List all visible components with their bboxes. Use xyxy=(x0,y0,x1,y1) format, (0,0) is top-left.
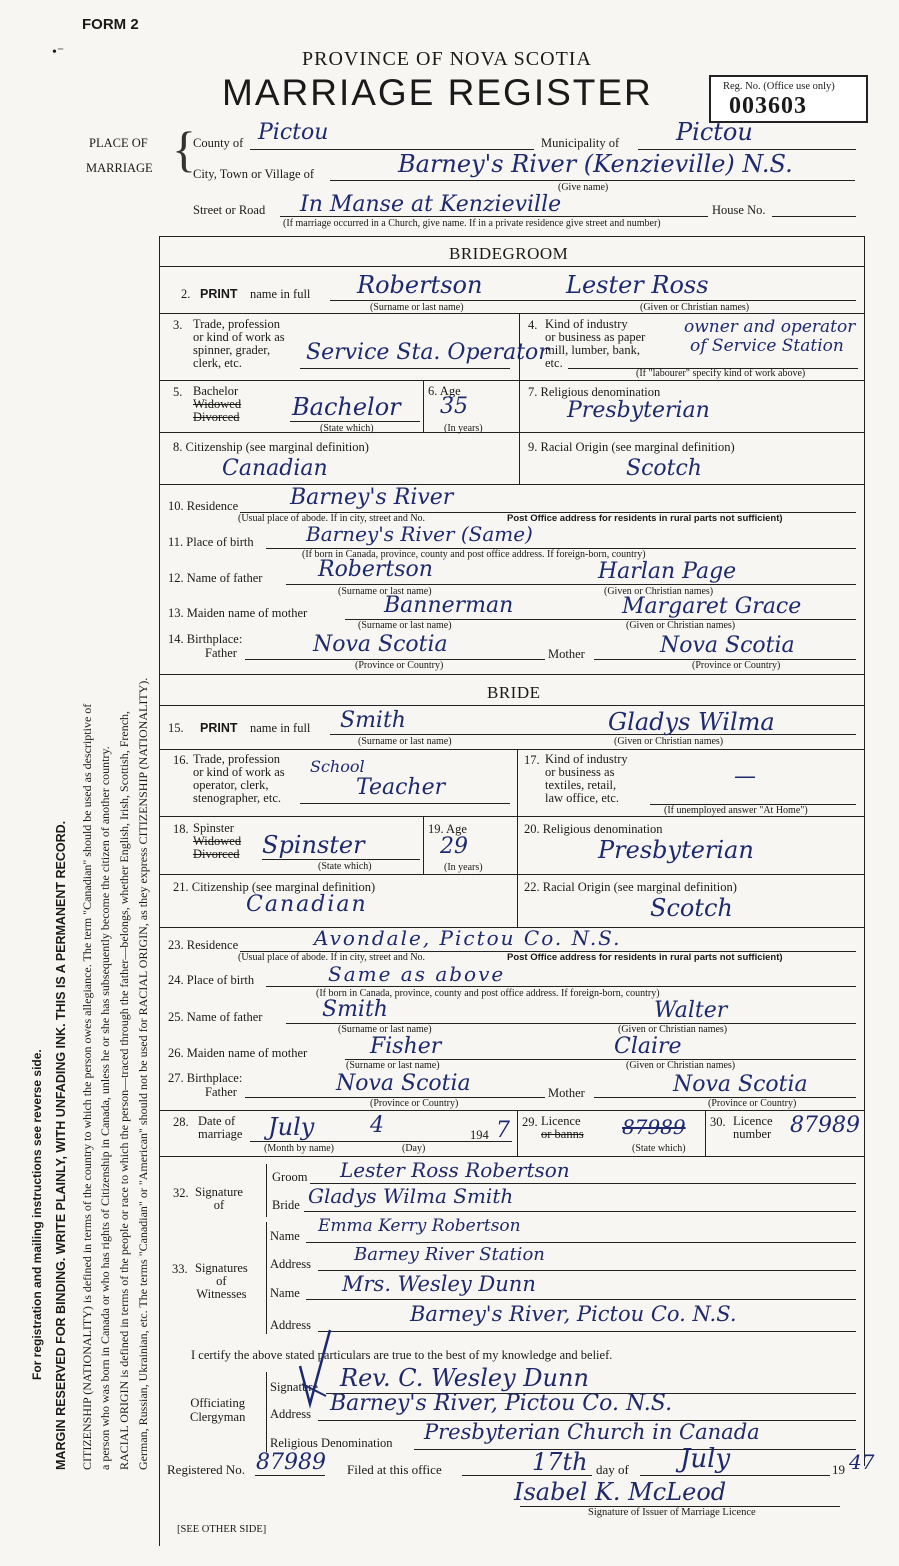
bride-mother-given: Claire xyxy=(614,1034,682,1059)
bride-religion: Presbyterian xyxy=(598,836,754,864)
brace: { xyxy=(172,121,196,177)
f5-label xyxy=(193,385,241,424)
f2-print-label: PRINT xyxy=(200,287,238,301)
f5-divorced: Divorced xyxy=(193,410,240,424)
margin-racial-def-2: German, Russian, Ukrainian, etc. The terms "Canadian" or "American" should not be used for RACIAL ORIGIN, as they express CITIZENSHIP (NATIONALITY). xyxy=(136,677,150,1470)
give-name-caption: (Give name) xyxy=(558,182,609,193)
f17-label xyxy=(545,753,628,805)
witness1-address: Barney River Station xyxy=(354,1244,545,1265)
clergy-denom-line xyxy=(414,1448,856,1450)
groom-name-line xyxy=(330,299,856,301)
f16-line4: stenographer, etc. xyxy=(193,791,282,805)
f7-label: 7. Religious denomination xyxy=(528,385,661,399)
rule xyxy=(266,1222,267,1334)
groom-father-surname: Robertson xyxy=(318,557,433,582)
f16-num: 16. xyxy=(173,753,189,767)
place-of-label: PLACE OF xyxy=(89,136,148,150)
f14-father-label: Father xyxy=(205,646,237,660)
f3-line4: clerk, etc. xyxy=(193,356,242,370)
f5-num: 5. xyxy=(173,385,183,399)
f4-line1: Kind of industry xyxy=(545,317,628,331)
f12-label: 12. Name of father xyxy=(168,571,263,585)
bride-citizenship: Canadian xyxy=(246,892,368,917)
day-of-label: day of xyxy=(596,1462,629,1477)
f29-label xyxy=(541,1115,584,1141)
f23-label: 23. Residence xyxy=(168,938,239,952)
rule xyxy=(517,816,518,874)
binding-margin xyxy=(0,0,160,1566)
marriage-day: 4 xyxy=(370,1113,384,1138)
bride-birth-caption: (If born in Canada, province, county and post office address. If foreign-born, country) xyxy=(316,988,660,999)
groom-trade: Service Sta. Operator xyxy=(306,340,549,365)
f27-mother-label: Mother xyxy=(548,1086,585,1100)
f4-label xyxy=(545,318,645,370)
f32-label xyxy=(195,1186,243,1212)
f16-line1: Trade, profession xyxy=(193,752,281,766)
rule xyxy=(705,1110,706,1156)
bride-given: Gladys Wilma xyxy=(608,708,775,736)
bride-father-surname: Smith xyxy=(322,997,388,1022)
pen-mark-icon: •⁻ xyxy=(52,45,65,60)
f32-num: 32. xyxy=(173,1186,189,1200)
f17-line2: or business as xyxy=(545,765,615,779)
f3-label xyxy=(193,318,285,370)
witness2-name-label: Name xyxy=(270,1286,300,1300)
f2-num: 2. xyxy=(181,287,191,301)
marriage-year-prefix: 194 xyxy=(470,1128,489,1142)
f17-line1: Kind of industry xyxy=(545,752,628,766)
witness2-address-label: Address xyxy=(270,1318,311,1332)
f4-line2: or business as paper xyxy=(545,330,646,344)
filed-day: 17th xyxy=(532,1448,588,1476)
f32-line1: Signature xyxy=(195,1185,243,1199)
witness2-name-line xyxy=(306,1298,856,1300)
f3-num: 3. xyxy=(173,318,183,332)
frame-right xyxy=(864,236,865,1466)
frame-top xyxy=(159,236,864,237)
f33-line3: Witnesses xyxy=(196,1287,247,1301)
rule xyxy=(517,874,518,927)
house-label: House No. xyxy=(712,203,766,217)
rule xyxy=(159,1156,864,1157)
f30-label xyxy=(733,1115,773,1141)
f17-caption: (If unemployed answer "At Home") xyxy=(664,805,808,816)
f18-spinster: Spinster xyxy=(193,821,234,835)
bride-prov-caption-mother: (Province or Country) xyxy=(708,1098,797,1109)
street-note: (If marriage occurred in a Church, give name. If in a private residence give street and number) xyxy=(283,218,661,229)
f13-label: 13. Maiden name of mother xyxy=(168,606,308,620)
bride-surname: Smith xyxy=(340,708,406,733)
check-mark-icon xyxy=(296,1326,336,1412)
rule xyxy=(519,313,520,380)
bride-given-caption: (Given or Christian names) xyxy=(614,736,724,747)
municipality-value: Pictou xyxy=(676,118,753,146)
certify-statement: I certify the above stated particulars are true to the best of my knowledge and belief. xyxy=(191,1348,613,1362)
rule xyxy=(159,1110,864,1111)
groom-given: Lester Ross xyxy=(566,271,709,299)
groom-signature: Lester Ross Robertson xyxy=(340,1158,570,1182)
groom-surname: Robertson xyxy=(357,271,483,299)
groom-sig-label: Groom xyxy=(272,1170,308,1184)
filed-year-suffix: 47 xyxy=(849,1450,875,1474)
groom-age: 35 xyxy=(440,394,468,419)
bride-trade-2: Teacher xyxy=(356,775,446,800)
municipality-label: Municipality of xyxy=(541,136,620,150)
f3-line2: or kind of work as xyxy=(193,330,285,344)
groom-racial: Scotch xyxy=(626,456,702,481)
bride-residence: Avondale, Pictou Co. N.S. xyxy=(314,926,622,950)
father-given-caption: (Given or Christian names) xyxy=(604,586,714,597)
bride-industry: — xyxy=(734,764,756,789)
groom-industry-2: of Service Station xyxy=(690,336,844,356)
f15-num: 15. xyxy=(168,721,184,735)
status-line xyxy=(290,420,420,422)
form-number: FORM 2 xyxy=(82,16,139,33)
bride-name-line xyxy=(330,733,856,735)
witness1-name-label: Name xyxy=(270,1229,300,1243)
f18-label xyxy=(193,822,241,861)
bride-birthplace: Same as above xyxy=(328,962,506,986)
f4-line3: mill, lumber, bank, xyxy=(545,343,640,357)
bride-father-surname-caption: (Surname or last name) xyxy=(338,1024,432,1035)
rule xyxy=(159,380,864,381)
clergy-sig-label: Signature xyxy=(270,1380,318,1394)
rule xyxy=(159,266,864,267)
witness2-name: Mrs. Wesley Dunn xyxy=(342,1272,536,1296)
groom-religion: Presbyterian xyxy=(567,398,710,423)
f4-num: 4. xyxy=(528,318,538,332)
mother-surname-caption: (Surname or last name) xyxy=(358,620,452,631)
margin-citizenship-def-1: CITIZENSHIP (NATIONALITY) is defined in terms of the country to which the person owes allegiance. The term "Canadian" should be used as descriptive of xyxy=(80,703,94,1470)
f3-line1: Trade, profession xyxy=(193,317,281,331)
rule xyxy=(517,1110,518,1156)
groom-mother-birthplace: Nova Scotia xyxy=(660,633,795,658)
marriage-label: MARRIAGE xyxy=(86,161,153,175)
f28-line1: Date of xyxy=(198,1114,236,1128)
margin-instructions: For registration and mailing instructions see reverse side. xyxy=(30,1049,44,1380)
bride-residence-caption-bold: Post Office address for residents in rural parts not sufficient) xyxy=(507,952,783,963)
bride-sig-label: Bride xyxy=(272,1198,300,1212)
f9-label: 9. Racial Origin (see marginal definition) xyxy=(528,440,735,454)
f5-widowed: Widowed xyxy=(193,397,242,411)
f30-num: 30. xyxy=(710,1115,726,1129)
filed-year-prefix: 19 xyxy=(832,1462,845,1477)
clergy-signature: Rev. C. Wesley Dunn xyxy=(340,1364,589,1392)
f30-line2: number xyxy=(733,1127,772,1141)
f16-line2: or kind of work as xyxy=(193,765,285,779)
rule xyxy=(517,749,518,816)
f26-label: 26. Maiden name of mother xyxy=(168,1046,308,1060)
f6-label: 6. Age xyxy=(428,384,461,398)
city-line xyxy=(330,179,855,181)
filed-month-line xyxy=(640,1474,830,1476)
birth-caption: (If born in Canada, province, county and post office address. If foreign-born, country) xyxy=(302,549,646,560)
f14-label: 14. Birthplace: xyxy=(168,632,243,646)
marriage-year-suffix: 7 xyxy=(496,1118,510,1143)
issuer-caption: Signature of Issuer of Marriage Licence xyxy=(588,1507,756,1518)
licence-state: 87989 xyxy=(622,1115,686,1139)
witness2-address-line xyxy=(318,1330,856,1332)
f15-name-label: name in full xyxy=(250,721,311,735)
f21-label: 21. Citizenship (see marginal definition) xyxy=(173,880,376,894)
house-line xyxy=(772,215,856,217)
rule xyxy=(266,1164,267,1217)
f24-label: 24. Place of birth xyxy=(168,973,255,987)
f33-label xyxy=(195,1262,248,1301)
f18-divorced: Divorced xyxy=(193,847,240,861)
registered-label: Registered No. xyxy=(167,1462,245,1477)
f17-line3: textiles, retail, xyxy=(545,778,617,792)
rule xyxy=(159,816,864,817)
f33-line1: Signatures xyxy=(195,1261,248,1275)
residence-caption-bold: Post Office address for residents in rural parts not sufficient) xyxy=(507,513,783,524)
f14-mother-label: Mother xyxy=(548,647,585,661)
officiating-line2: Clergyman xyxy=(190,1410,246,1424)
witness1-name: Emma Kerry Robertson xyxy=(318,1216,521,1236)
issuer-signature: Isabel K. McLeod xyxy=(514,1478,727,1506)
groom-father-given: Harlan Page xyxy=(598,559,737,584)
rule xyxy=(159,874,864,875)
f18-widowed: Widowed xyxy=(193,834,242,848)
f33-num: 33. xyxy=(172,1262,188,1276)
in-years-caption: (In years) xyxy=(444,423,483,434)
clergy-denom-label: Religious Denomination xyxy=(270,1436,393,1450)
f17-num: 17. xyxy=(524,753,540,767)
f28-label xyxy=(198,1115,242,1141)
month-caption: (Month by name) xyxy=(264,1143,334,1154)
f29-banns: or banns xyxy=(541,1127,584,1141)
see-other-side: [SEE OTHER SIDE] xyxy=(177,1524,267,1535)
bride-status-line xyxy=(262,858,420,860)
groom-citizenship: Canadian xyxy=(222,456,328,481)
f29-licence: Licence xyxy=(541,1114,581,1128)
rule xyxy=(423,816,424,874)
city-value: Barney's River (Kenzieville) N.S. xyxy=(398,150,793,178)
rule xyxy=(159,484,864,485)
f8-label: 8. Citizenship (see marginal definition) xyxy=(173,440,369,454)
f27-label: 27. Birthplace: xyxy=(168,1071,243,1085)
surname-caption: (Surname or last name) xyxy=(370,302,464,313)
groom-mother-given: Margaret Grace xyxy=(622,594,802,619)
rule xyxy=(159,313,864,314)
residence-caption: (Usual place of abode. If in city, street and No. xyxy=(238,513,426,524)
reg-label: Reg. No. (Office use only) xyxy=(723,81,835,92)
f5-bachelor: Bachelor xyxy=(193,384,239,398)
county-value: Pictou xyxy=(258,120,329,145)
bride-father-given-caption: (Given or Christian names) xyxy=(618,1024,728,1035)
bride-surname-caption: (Surname or last name) xyxy=(358,736,452,747)
bride-prov-caption-father: (Province or Country) xyxy=(370,1098,459,1109)
bride-status: Spinster xyxy=(262,831,365,859)
f33-line2: of xyxy=(216,1274,227,1288)
city-label: City, Town or Village of xyxy=(193,167,315,181)
rule xyxy=(519,380,520,432)
given-caption: (Given or Christian names) xyxy=(640,302,750,313)
bride-mother-birthplace: Nova Scotia xyxy=(673,1072,808,1097)
page-title: MARRIAGE REGISTER xyxy=(222,72,653,113)
groom-birthplace: Barney's River (Same) xyxy=(306,522,533,546)
f16-line3: operator, clerk, xyxy=(193,778,269,792)
street-value: In Manse at Kenzieville xyxy=(300,192,562,217)
licence-state-caption: (State which) xyxy=(632,1143,686,1154)
clergy-denomination: Presbyterian Church in Canada xyxy=(424,1420,760,1444)
bride-signature: Gladys Wilma Smith xyxy=(308,1184,514,1208)
f2-name-label: name in full xyxy=(250,287,311,301)
bride-trade-line xyxy=(300,802,510,804)
rule xyxy=(159,674,864,675)
rule xyxy=(159,432,864,433)
bride-father-birthplace: Nova Scotia xyxy=(336,1071,471,1096)
registration-number-box xyxy=(709,75,868,123)
margin-racial-def-1: RACIAL ORIGIN is defined in terms of the people or race to which the person—traced through the father—belongs, whether English, Irish, Scottish, French, xyxy=(117,710,131,1470)
street-label: Street or Road xyxy=(193,203,266,217)
margin-citizenship-def-2: a person who was born in Canada or who has rights of Citizenship in Canada, unless he or she has subsequently become the citizen of another country. xyxy=(98,746,112,1470)
f4-line4: etc. xyxy=(545,356,563,370)
f29-num: 29. xyxy=(522,1115,538,1129)
filed-label: Filed at this office xyxy=(347,1462,442,1477)
f18-num: 18. xyxy=(173,822,189,836)
bride-trade-1: School xyxy=(310,757,365,776)
f16-label xyxy=(193,753,285,805)
rule xyxy=(423,380,424,432)
f15-print-label: PRINT xyxy=(200,721,238,735)
f22-label: 22. Racial Origin (see marginal definition) xyxy=(524,880,737,894)
witness1-address-label: Address xyxy=(270,1257,311,1271)
reg-number: 003603 xyxy=(729,93,807,119)
province-heading: PROVINCE OF NOVA SCOTIA xyxy=(302,48,592,70)
f20-label: 20. Religious denomination xyxy=(524,822,663,836)
bride-mother-surname-caption: (Surname or last name) xyxy=(346,1060,440,1071)
groom-mother-surname: Bannerman xyxy=(384,593,514,618)
f30-line1: Licence xyxy=(733,1114,773,1128)
filed-month: July xyxy=(680,1444,731,1474)
father-line xyxy=(286,583,856,585)
groom-father-birthplace: Nova Scotia xyxy=(313,632,448,657)
bride-residence-caption: (Usual place of abode. If in city, street and No. xyxy=(238,952,426,963)
licence-number: 87989 xyxy=(790,1113,860,1138)
clergy-address: Barney's River, Pictou Co. N.S. xyxy=(330,1391,673,1416)
rule xyxy=(159,705,864,706)
bride-state-which: (State which) xyxy=(318,861,372,872)
rule xyxy=(159,749,864,750)
bride-age: 29 xyxy=(440,834,468,859)
bride-mother-given-caption: (Given or Christian names) xyxy=(626,1060,736,1071)
registered-number: 87989 xyxy=(256,1450,326,1475)
bride-sig-line xyxy=(304,1210,856,1212)
groom-status: Bachelor xyxy=(292,393,401,421)
groom-industry-1: owner and operator xyxy=(684,317,856,337)
marriage-month: July xyxy=(268,1113,315,1141)
bride-heading: BRIDE xyxy=(487,683,541,702)
f28-line2: marriage xyxy=(198,1127,243,1141)
state-which-caption: (State which) xyxy=(320,423,374,434)
f10-label: 10. Residence xyxy=(168,499,239,513)
day-caption: (Day) xyxy=(402,1143,426,1154)
f19-label: 19. Age xyxy=(428,822,467,836)
f32-line2: of xyxy=(213,1198,225,1212)
witness1-address-line xyxy=(318,1269,856,1271)
f27-father-label: Father xyxy=(205,1085,237,1099)
officiating-line1: Officiating xyxy=(190,1396,245,1410)
mother-given-caption: (Given or Christian names) xyxy=(626,620,736,631)
f25-label: 25. Name of father xyxy=(168,1010,263,1024)
clergy-address-label: Address xyxy=(270,1407,311,1421)
witness1-name-line xyxy=(306,1241,856,1243)
bride-mother-surname: Fisher xyxy=(370,1034,442,1059)
witness2-address: Barney's River, Pictou Co. N.S. xyxy=(410,1302,737,1326)
f28-num: 28. xyxy=(173,1115,189,1129)
groom-residence: Barney's River xyxy=(290,485,454,510)
margin-reserved-notice: MARGIN RESERVED FOR BINDING. WRITE PLAINLY, WITH UNFADING INK. THIS IS A PERMANENT RECORD. xyxy=(54,820,68,1470)
officiating-label xyxy=(190,1396,245,1424)
bride-father-given: Walter xyxy=(654,998,728,1023)
rule xyxy=(266,1372,267,1452)
county-label: County of xyxy=(193,136,244,150)
bride-racial: Scotch xyxy=(650,894,733,922)
prov-caption-mother: (Province or Country) xyxy=(692,660,781,671)
trade-line xyxy=(300,367,510,369)
f3-line3: spinner, grader, xyxy=(193,343,271,357)
father-surname-caption: (Surname or last name) xyxy=(338,586,432,597)
f11-label: 11. Place of birth xyxy=(168,535,254,549)
bride-in-years: (In years) xyxy=(444,862,483,873)
prov-caption-father: (Province or Country) xyxy=(355,660,444,671)
f17-line4: law office, etc. xyxy=(545,791,620,805)
f4-caption: (If "labourer" specify kind of work above) xyxy=(636,368,806,379)
bridegroom-heading: BRIDEGROOM xyxy=(449,244,569,263)
rule xyxy=(519,432,520,484)
